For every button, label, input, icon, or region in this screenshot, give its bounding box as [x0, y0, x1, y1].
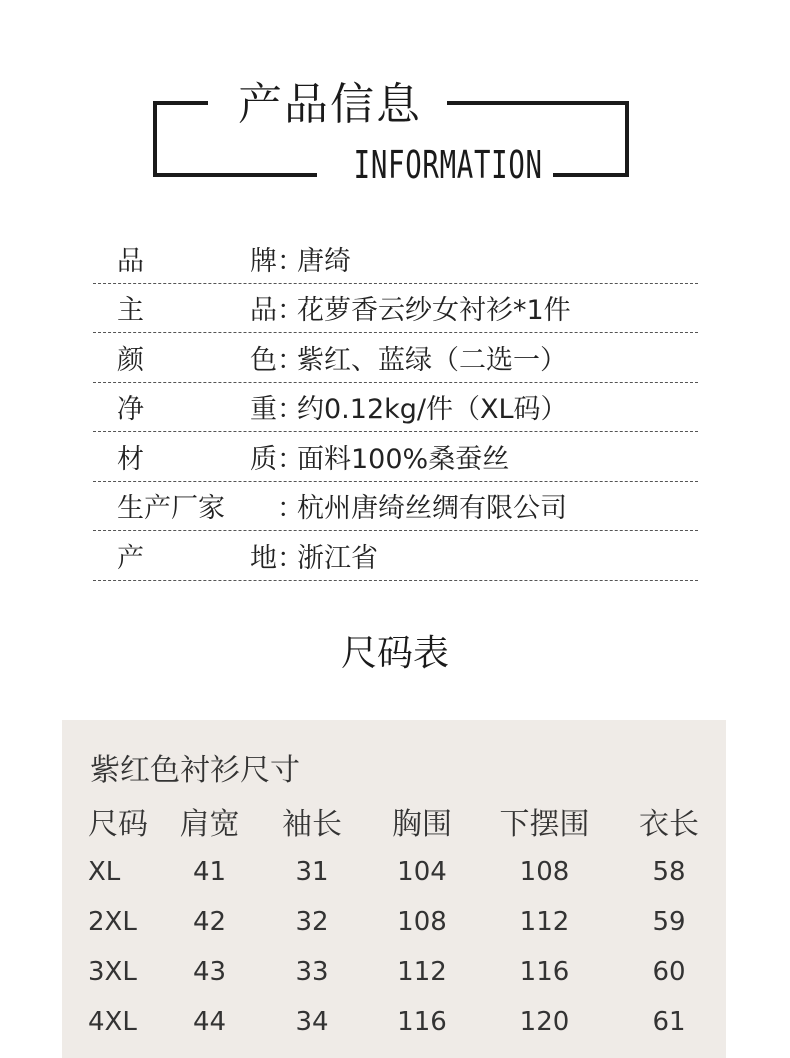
- colon: ：: [277, 443, 304, 475]
- info-row-product: [93, 284, 698, 334]
- size-table: [62, 795, 726, 1047]
- section-subtitle: INFORMATION: [353, 143, 543, 187]
- size-chart-panel: [62, 720, 726, 1058]
- info-label: [93, 239, 277, 278]
- info-value: 杭州唐绮丝绸有限公司: [297, 493, 567, 525]
- frame-line: [625, 101, 629, 177]
- table-cell: 31: [295, 857, 329, 887]
- table-cell: 112: [519, 907, 570, 937]
- table-cell: 59: [652, 907, 686, 937]
- colon: ：: [277, 344, 304, 376]
- colon: ：: [277, 245, 304, 277]
- column-header: 肩宽: [179, 807, 240, 842]
- label-char: 重: [250, 394, 277, 426]
- table-cell: 34: [295, 1007, 329, 1037]
- table-cell: 2XL: [88, 907, 137, 937]
- size-chart-title: 尺码表: [340, 633, 449, 674]
- column-header: 尺码: [88, 807, 148, 842]
- label-char: 品: [250, 295, 277, 327]
- info-label: [93, 338, 277, 377]
- label-char: 产: [117, 542, 144, 574]
- size-chart-caption: 紫红色衬衫尺寸: [90, 753, 300, 788]
- info-value: 花萝香云纱女衬衫*1件: [297, 295, 571, 327]
- colon: ：: [277, 295, 304, 327]
- frame-line: [153, 101, 208, 105]
- column-header: 下摆围: [499, 807, 590, 842]
- info-value: 唐绮: [297, 245, 351, 277]
- frame-line: [153, 173, 317, 177]
- table-header-row: [62, 795, 726, 847]
- table-cell: 33: [295, 957, 329, 987]
- table-cell: 4XL: [88, 1007, 137, 1037]
- column-header: 袖长: [282, 807, 342, 842]
- colon: ：: [277, 394, 304, 426]
- label-char: 牌: [250, 245, 277, 277]
- column-header: 胸围: [392, 807, 452, 842]
- table-cell: 120: [519, 1007, 570, 1037]
- label-char: 地: [250, 542, 277, 574]
- frame-line: [447, 101, 629, 105]
- label-text: 生产厂家: [117, 493, 225, 525]
- info-value: 约0.12kg/件（XL码）: [297, 394, 568, 426]
- info-row-material: [93, 432, 698, 482]
- info-value: 面料100%桑蚕丝: [297, 443, 510, 475]
- table-cell: 44: [192, 1007, 227, 1037]
- table-row: [62, 897, 726, 947]
- info-row-brand: [93, 234, 698, 284]
- info-label: [93, 288, 277, 327]
- label-char: 净: [117, 394, 144, 426]
- table-cell: 116: [397, 1007, 447, 1037]
- label-char: 材: [117, 443, 144, 475]
- info-row-manufacturer: [93, 482, 698, 532]
- table-cell: 58: [652, 857, 686, 887]
- label-char: 品: [117, 245, 144, 277]
- label-char: 色: [250, 344, 277, 376]
- info-label: [93, 437, 277, 476]
- table-cell: 104: [397, 857, 447, 887]
- table-row: [62, 997, 726, 1047]
- info-label: [93, 486, 277, 525]
- info-row-origin: [93, 531, 698, 581]
- info-label: [93, 536, 277, 575]
- table-cell: 112: [397, 957, 447, 987]
- table-cell: 108: [519, 857, 570, 887]
- product-info-list: [93, 234, 698, 581]
- frame-line: [553, 173, 629, 177]
- table-cell: XL: [88, 857, 121, 887]
- info-row-color: [93, 333, 698, 383]
- table-cell: 116: [519, 957, 570, 987]
- table-row: [62, 947, 726, 997]
- colon: ：: [277, 542, 304, 574]
- info-value: 浙江省: [297, 542, 378, 574]
- table-cell: 60: [652, 957, 686, 987]
- label-char: 颜: [117, 344, 144, 376]
- table-row: [62, 847, 726, 897]
- label-char: 主: [117, 295, 144, 327]
- colon: ：: [277, 493, 304, 525]
- table-cell: 42: [192, 907, 227, 937]
- info-value: 紫红、蓝绿（二选一）: [297, 344, 567, 376]
- table-cell: 41: [192, 857, 227, 887]
- table-cell: 108: [397, 907, 447, 937]
- table-cell: 32: [295, 907, 329, 937]
- info-row-weight: [93, 383, 698, 433]
- info-label: [93, 387, 277, 426]
- column-header: 衣长: [639, 807, 699, 842]
- label-char: 质: [250, 443, 277, 475]
- table-cell: 61: [652, 1007, 686, 1037]
- table-cell: 3XL: [88, 957, 137, 987]
- table-cell: 43: [192, 957, 227, 987]
- section-title: 产品信息: [238, 79, 422, 130]
- frame-line: [153, 101, 157, 177]
